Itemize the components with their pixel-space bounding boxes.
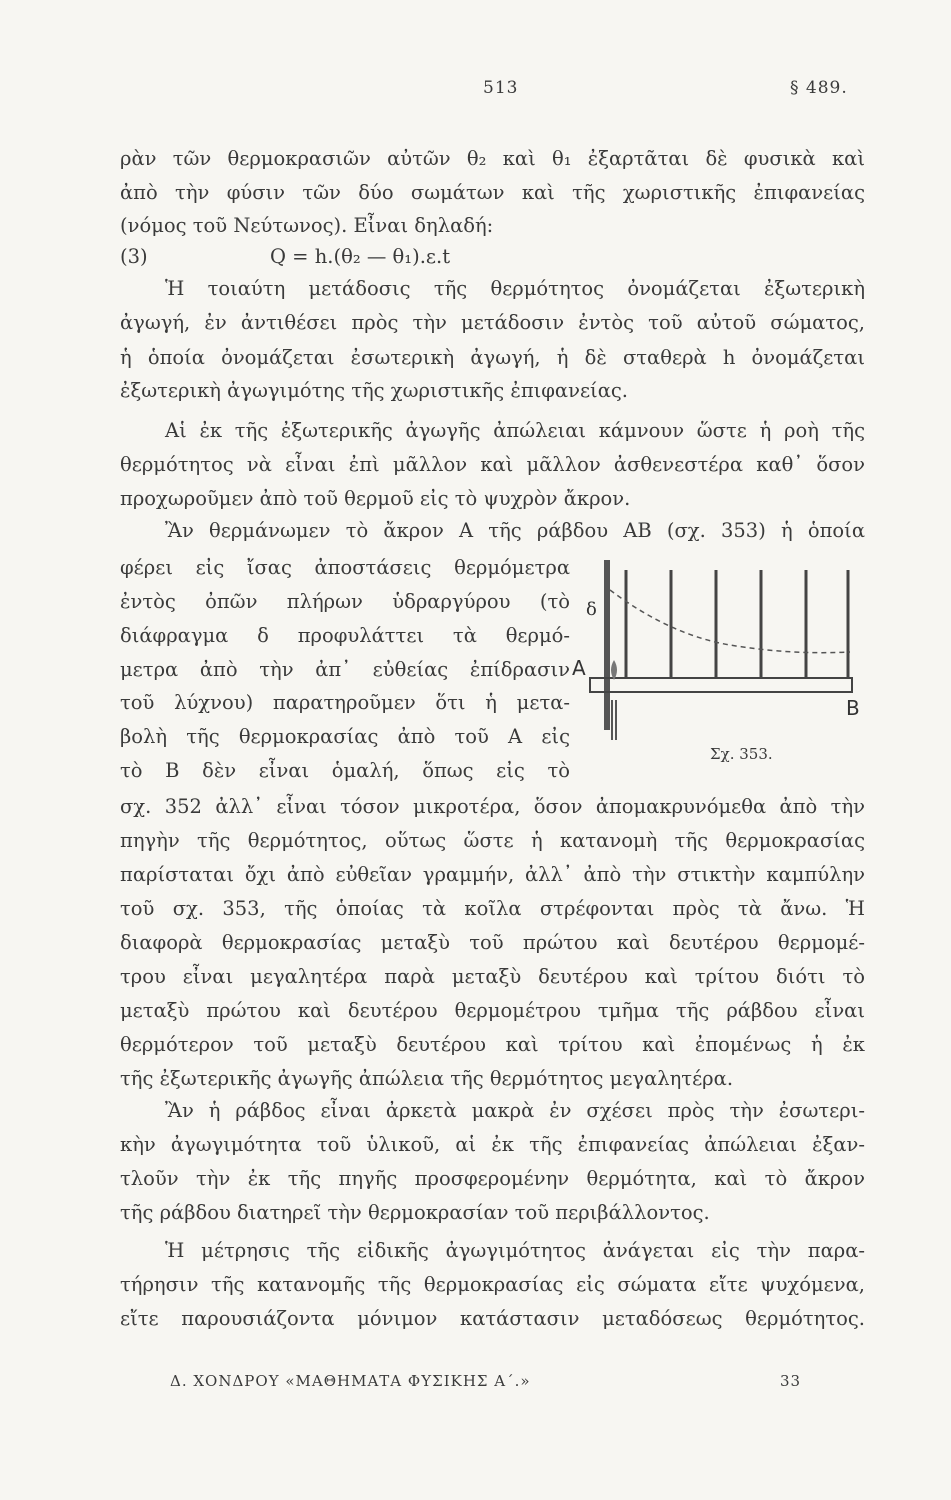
thermometers [626, 570, 848, 678]
text-line: τοῦ λύχνου) παρατηροῦμεν ὅτι ἡ μετα- [120, 691, 570, 714]
text-line: τῆς ράβδου διατηρεῖ τὴν θερμοκρασίαν τοῦ περιβάλλοντος. [120, 1201, 710, 1224]
text-line: ἐξωτερικὴ ἀγωγιμότης τῆς χωριστικῆς ἐπιφανείας. [120, 379, 628, 402]
text-line: Ἡ τοιαύτη μετάδοσις τῆς θερμότητος ὀνομάζεται ἐξωτερικὴ [165, 277, 865, 300]
text-line: τλοῦν τὴν ἐκ τῆς πηγῆς προσφερομένην θερμότητα, καὶ τὸ ἄκρον [120, 1167, 865, 1190]
text-line: τοῦ σχ. 353, τῆς ὁποίας τὰ κοῖλα στρέφονται πρὸς τὰ ἄνω. Ἡ [120, 897, 865, 920]
text-line: Ἂν ἡ ράβδος εἶναι ἀρκετὰ μακρὰ ἐν σχέσει πρὸς τὴν ἐσωτερι- [165, 1099, 865, 1122]
text-line: εἴτε παρουσιάζοντα μόνιμον κατάστασιν μεταδόσεως θερμότητος. [120, 1307, 865, 1330]
text-line: Ἡ μέτρησις τῆς εἰδικῆς ἀγωγιμότητος ἀνάγεται εἰς τὴν παρα- [165, 1239, 865, 1262]
equation-formula: Q = h.(θ₂ — θ₁).ε.t [270, 245, 451, 268]
section-number: § 489. [790, 78, 848, 98]
equation [120, 244, 865, 270]
text-line: κὴν ἀγωγιμότητα τοῦ ὑλικοῦ, αἱ ἐκ τῆς ἐπιφανείας ἀπώλειαι ἐξαν- [120, 1133, 865, 1156]
text-line: μεταξὺ πρώτου καὶ δευτέρου θερμομέτρου τμῆμα τῆς ράβδου εἶναι [120, 999, 865, 1022]
equation-number: (3) [120, 245, 148, 268]
temperature-curve [610, 590, 850, 653]
text-line: θερμότερον τοῦ μεταξὺ δευτέρου καὶ τρίτου καὶ ἐπομένως ἡ ἐκ [120, 1033, 865, 1056]
footer-title: Δ. ΧΟΝΔΡΟΥ «ΜΑΘΗΜΑΤΑ ΦΥΣΙΚΗΣ Α΄.» [170, 1372, 531, 1390]
text-line: Ἂν θερμάνωμεν τὸ ἄκρον Α τῆς ράβδου ΑΒ (σχ. 353) ἡ ὁποία [165, 519, 865, 542]
text-line: (νόμος τοῦ Νεύτωνος). Εἶναι δηλαδή: [120, 214, 494, 237]
page-header [0, 78, 951, 108]
label-B: B [846, 696, 860, 720]
text-line: ἐντὸς ὀπῶν πλήρων ὑδραργύρου (τὸ [120, 590, 570, 613]
page-footer [170, 1372, 820, 1390]
text-line: τρου εἶναι μεγαλητέρα παρὰ μεταξὺ δευτέρου καὶ τρίτου διότι τὸ [120, 965, 865, 988]
text-line: παρίσταται ὄχι ἀπὸ εὐθεῖαν γραμμήν, ἀλλ᾽ ἀπὸ τὴν στικτὴν καμπύλην [120, 863, 865, 886]
text-line: διαφορὰ θερμοκρασίας μεταξὺ τοῦ πρώτου καὶ δευτέρου θερμομέ- [120, 931, 865, 954]
label-delta: δ [586, 599, 597, 620]
text-line: ἡ ὁποία ὀνομάζεται ἐσωτερικὴ ἀγωγή, ἡ δὲ σταθερὰ h ὀνομάζεται [120, 346, 865, 369]
text-line: μετρα ἀπὸ τὴν ἀπ᾽ εὐθείας ἐπίδρασιν [120, 658, 570, 681]
text-line: Αἱ ἐκ τῆς ἐξωτερικῆς ἀγωγῆς ἀπώλειαι κάμνουν ὥστε ἡ ροὴ τῆς [165, 419, 865, 442]
text-line: προχωροῦμεν ἀπὸ τοῦ θερμοῦ εἰς τὸ ψυχρὸν ἄκρον. [120, 487, 631, 510]
text-line: σχ. 352 ἀλλ᾽ εἶναι τόσον μικροτέρα, ὅσον ἀπομακρυνόμεθα ἀπὸ τὴν [120, 795, 865, 818]
text-line: διάφραγμα δ προφυλάττει τὰ θερμό- [120, 624, 570, 647]
text-line: ρὰν τῶν θερμοκρασιῶν αὐτῶν θ₂ καὶ θ₁ ἐξαρτᾶται δὲ φυσικὰ καὶ [120, 147, 865, 170]
text-line: τὸ Β δὲν εἶναι ὁμαλή, ὅπως εἰς τὸ [120, 759, 570, 782]
text-line: πηγὴν τῆς θερμότητος, οὕτως ὥστε ἡ κατανομὴ τῆς θερμοκρασίας [120, 829, 865, 852]
text-line: θερμότητος νὰ εἶναι ἐπὶ μᾶλλον καὶ μᾶλλον ἀσθενεστέρα καθ᾽ ὅσον [120, 453, 865, 476]
text-line: βολὴ τῆς θερμοκρασίας ἀπὸ τοῦ Α εἰς [120, 725, 570, 748]
text-line: τήρησιν τῆς κατανομῆς τῆς θερμοκρασίας εἰς σώματα εἴτε ψυχόμενα, [120, 1273, 865, 1296]
diaphragm [604, 560, 610, 730]
figure-caption: Σχ. 353. [710, 745, 773, 763]
text-line: ἀπὸ τὴν φύσιν τῶν δύο σωμάτων καὶ τῆς χωριστικῆς ἐπιφανείας [120, 181, 865, 204]
text-line: φέρει εἰς ἴσας ἀποστάσεις θερμόμετρα [120, 556, 570, 579]
label-A: A [572, 656, 586, 680]
text-line: ἀγωγή, ἐν ἀντιθέσει πρὸς τὴν μετάδοσιν ἐντὸς τοῦ αὐτοῦ σώματος, [120, 311, 865, 334]
rod-AB [590, 678, 852, 692]
sheet-number: 33 [780, 1372, 802, 1390]
text-line: τῆς ἐξωτερικῆς ἀγωγῆς ἀπώλεια τῆς θερμότητος μεγαλητέρα. [120, 1067, 734, 1090]
page-number: 513 [483, 78, 519, 98]
